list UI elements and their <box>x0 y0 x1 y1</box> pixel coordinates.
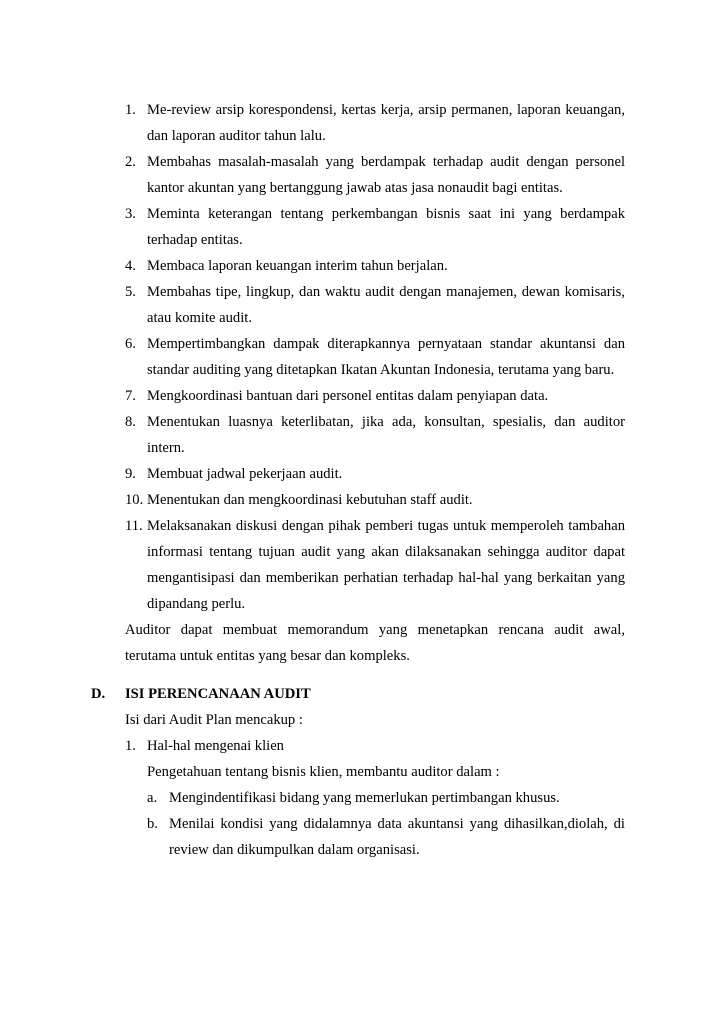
list-number: 5. <box>125 284 136 300</box>
list-text: Menentukan luasnya keterlibatan, jika ada, konsultan, spesialis, dan auditor intern. <box>147 414 625 456</box>
list-number: 1. <box>125 738 136 754</box>
list-item <box>125 149 625 201</box>
list-item <box>125 409 625 461</box>
list-text: Hal-hal mengenai klien <box>147 738 284 754</box>
closing-paragraph: Auditor dapat membuat memorandum yang menetapkan rencana audit awal, terutama untuk entitas yang besar dan kompleks. <box>125 622 625 664</box>
sub-list-item <box>147 785 625 811</box>
list-number: 1. <box>125 102 136 118</box>
list-number: 6. <box>125 336 136 352</box>
section-body <box>125 707 625 863</box>
list-item <box>125 331 625 383</box>
section-letter: D. <box>91 686 106 702</box>
list-item <box>125 487 625 513</box>
section-heading <box>91 681 625 707</box>
list-number: 9. <box>125 466 136 482</box>
section-title: ISI PERENCANAAN AUDIT <box>125 686 311 702</box>
list-item <box>125 253 625 279</box>
item-description: Pengetahuan tentang bisnis klien, membantu auditor dalam : <box>147 764 500 780</box>
list-text: Membahas tipe, lingkup, dan waktu audit dengan manajemen, dewan komisaris, atau komite audit. <box>147 284 625 326</box>
list-number: 7. <box>125 388 136 404</box>
list-number: 2. <box>125 154 136 170</box>
list-number: 3. <box>125 206 136 222</box>
list-number: 4. <box>125 258 136 274</box>
list-number: 10. <box>125 492 144 508</box>
section-d <box>91 681 625 863</box>
list-text: Melaksanakan diskusi dengan pihak pemberi tugas untuk memperoleh tambahan informasi tentang tujuan audit yang akan dilaksanakan sehingga auditor dapat mengantisipasi dan memberikan perhatian terhadap hal-hal yang berkaitan yang dipandang perlu. <box>147 518 625 612</box>
list-number: 11. <box>125 518 143 534</box>
list-text: Me-review arsip korespondensi, kertas kerja, arsip permanen, laporan keuangan, dan laporan auditor tahun lalu. <box>147 102 625 144</box>
list-text: Menentukan dan mengkoordinasi kebutuhan staff audit. <box>147 492 473 508</box>
list-item <box>125 461 625 487</box>
list-text: Membaca laporan keuangan interim tahun berjalan. <box>147 258 448 274</box>
section-intro: Isi dari Audit Plan mencakup : <box>125 712 303 728</box>
list-number: 8. <box>125 414 136 430</box>
list-text: Mengkoordinasi bantuan dari personel entitas dalam penyiapan data. <box>147 388 549 404</box>
list-item <box>125 97 625 149</box>
list-item <box>125 201 625 253</box>
sub-list-text: Menilai kondisi yang didalamnya data akuntansi yang dihasilkan,diolah, di review dan dikumpulkan dalam organisasi. <box>169 816 625 858</box>
sub-list-item <box>147 811 625 863</box>
sub-list-text: Mengindentifikasi bidang yang memerlukan pertimbangan khusus. <box>169 790 560 806</box>
list-item <box>125 383 625 409</box>
audit-steps-list <box>125 97 625 669</box>
list-text: Membahas masalah-masalah yang berdampak terhadap audit dengan personel kantor akuntan yang bertanggung jawab atas jasa nonaudit bagi entitas. <box>147 154 625 196</box>
sub-list-letter: b. <box>147 816 158 832</box>
list-item <box>125 279 625 331</box>
list-text: Meminta keterangan tentang perkembangan bisnis saat ini yang berdampak terhadap entitas. <box>147 206 625 248</box>
list-item <box>125 733 625 759</box>
list-item <box>125 513 625 617</box>
list-text: Membuat jadwal pekerjaan audit. <box>147 466 343 482</box>
item-details <box>147 759 625 863</box>
list-text: Mempertimbangkan dampak diterapkannya pernyataan standar akuntansi dan standar auditing yang ditetapkan Ikatan Akuntan Indonesia, terutama yang baru. <box>147 336 625 378</box>
sub-list-letter: a. <box>147 790 158 806</box>
